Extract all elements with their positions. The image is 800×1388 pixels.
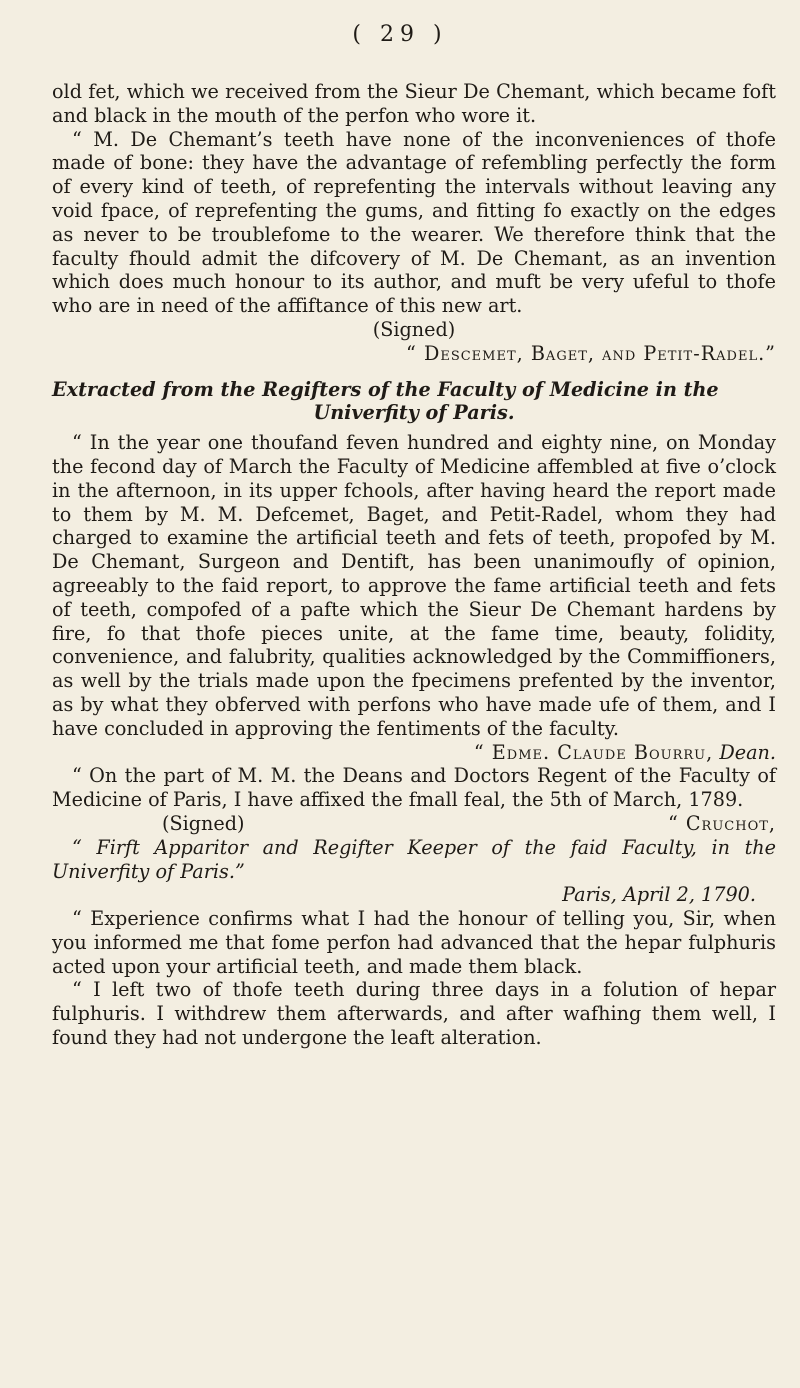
heading-line-1: Extracted from the Regifters of the Faculty of Medicine in the — [52, 377, 719, 401]
page-body — [52, 80, 776, 1050]
section-heading — [52, 378, 776, 426]
signatory-cruchot: “ Cruchot, — [667, 811, 776, 835]
signatories-1: “ Descemet, Baget, and Petit-Radel.” — [406, 341, 776, 365]
paragraph-1: old fet, which we received from the Sieur De Chemant, which became foft and black in the mouth of the perfon who wore it. — [52, 80, 776, 127]
signed-label-2: (Signed) — [162, 811, 245, 835]
signature-dean — [52, 741, 776, 765]
paragraph-2: “ M. De Chemant’s teeth have none of the inconveniences of thofe made of bone: they have the advantage of refembling perfectly the form of every kind of teeth, of reprefenting the intervals without leaving any void fpace, of reprefenting the gums, and fitting fo exactly on the edges as never to be troublefome to the wearer. We therefore think that the faculty fhould admit the difcovery of M. De Chemant, as an invention which does much honour to its author, and muft be very ufeful to thofe who are in need of the affiftance of this new art. — [52, 127, 776, 318]
paragraph-3: “ In the year one thoufand feven hundred and eighty nine, on Monday the fecond day of March the Faculty of Medicine affembled at five o’clock in the afternoon, in its upper fchools, after having heard the report made to them by M. M. Defcemet, Baget, and Petit-Radel, whom they had charged to examine the artificial teeth and fets of teeth, propofed by M. De Chemant, Surgeon and Dentift, has been unanimoufly of opinion, agreeably to the faid report, to approve the fame artificial teeth and fets of teeth, compofed of a pafte which the Sieur De Chemant hardens by fire, fo that thofe pieces unite, at the fame time, beauty, folidity, convenience, and falubrity, qualities acknowledged by the Commiffioners, as well by the trials made upon the fpecimens prefented by the inventor, as by what they obferved with perfons who have made ufe of them, and I have concluded in approving the fentiments of the faculty. — [52, 431, 776, 740]
paragraph-7: “ I left two of thofe teeth during three days in a folution of hepar fulphuris. I withdrew them afterwards, and after wafhing them well, I found they had not undergone the leaft alteration. — [52, 978, 776, 1050]
heading-line-2: Univerfity of Paris. — [313, 401, 515, 425]
signed-label-1: (Signed) — [372, 317, 456, 341]
signed-line-2 — [52, 812, 776, 836]
dean-name: “ Edme. Claude Bourru, — [473, 740, 714, 764]
cruchot-title: “ Firft Apparitor and Regifter Keeper of the faid Faculty, in the Univerfity of Paris.” — [52, 835, 776, 883]
paragraph-4: “ On the part of M. M. the Deans and Doctors Regent of the Faculty of Medicine of Paris, I have affixed the fmall feal, the 5th of March, 1789. — [52, 764, 776, 812]
paragraph-6: “ Experience confirms what I had the honour of telling you, Sir, when you informed me that fome perfon had advanced that the hepar fulphuris acted upon your artificial teeth, and made them black. — [52, 907, 776, 978]
dean-title: Dean. — [719, 740, 776, 764]
page-number: ( 29 ) — [352, 22, 448, 47]
date-line: Paris, April 2, 1790. — [562, 883, 756, 907]
